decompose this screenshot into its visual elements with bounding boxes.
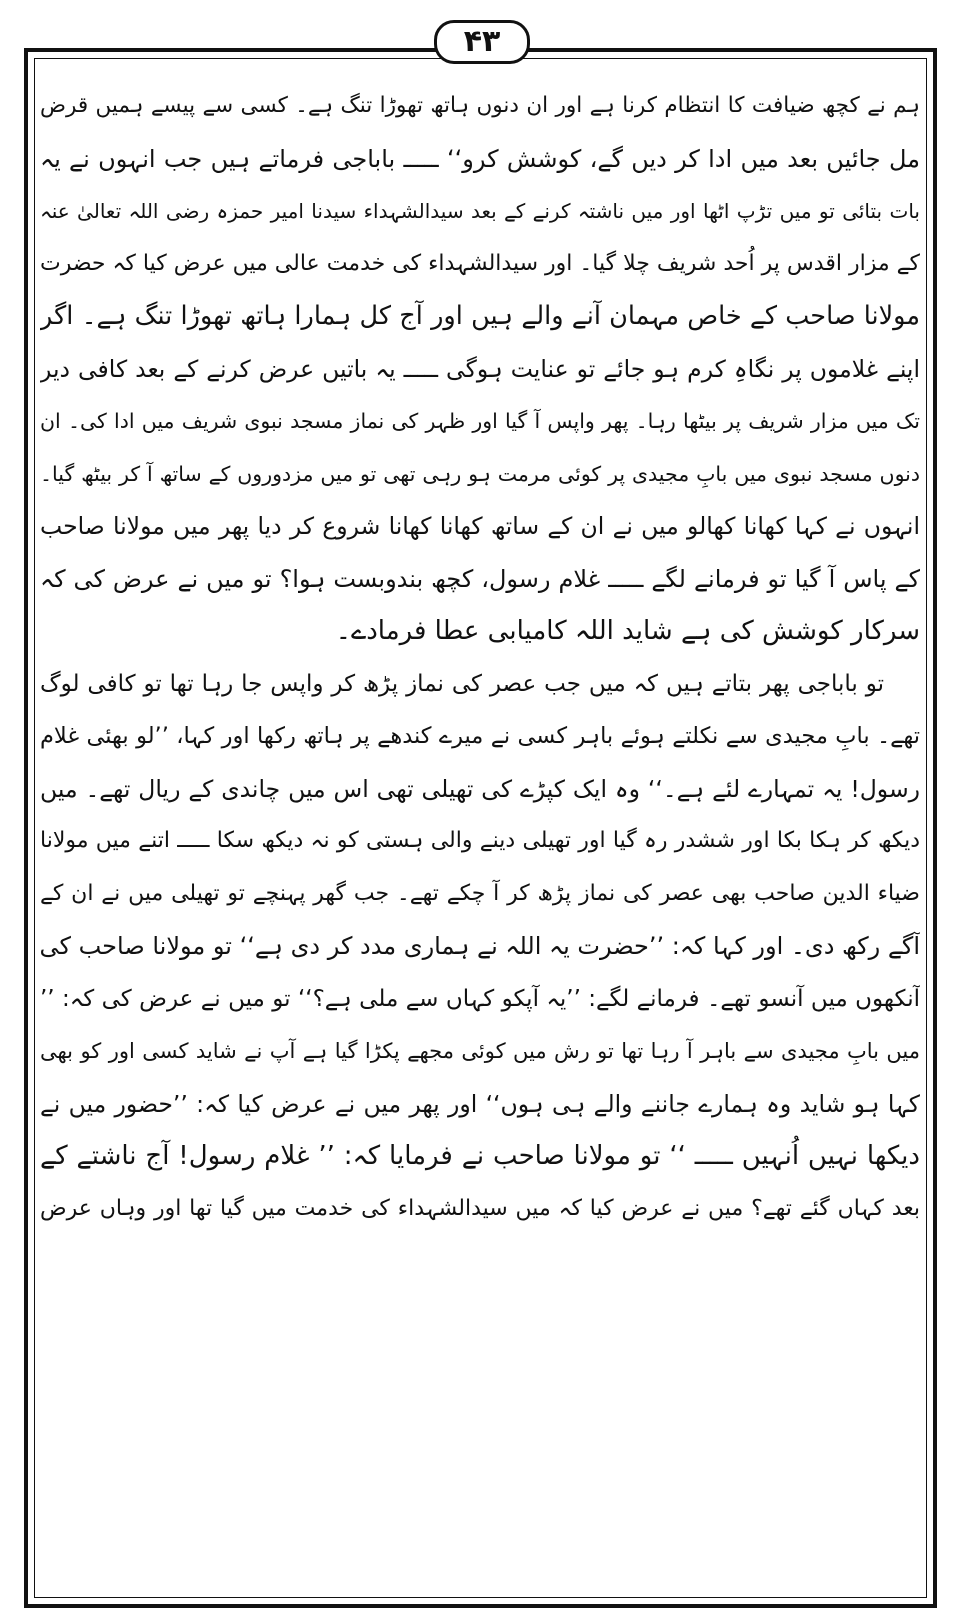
text-line: آگے رکھ دی۔ اور کہا کہ: ’’حضرت یہ اللہ نے ہماری مدد کر دی ہے‘‘ تو مولانا صاحب کی xyxy=(40,932,920,960)
text-line: سرکار کوشش کی ہے شاید اللہ کامیابی عطا فرمادے۔ xyxy=(335,616,920,646)
text-line: تک میں مزار شریف پر بیٹھا رہا۔ پھر واپس آ گیا اور ظہر کی نماز مسجد نبوی شریف میں ادا کی۔ ان xyxy=(40,409,920,433)
text-line: دیکھا نہیں اُنہیں ـــــ ‘‘ تو مولانا صاحب نے فرمایا کہ: ’’ غلام رسول! آج ناشتے کے xyxy=(40,1141,920,1171)
text-line: کے پاس آ گیا تو فرمانے لگے ـــــ غلام رسول، کچھ بندوبست ہوا؟ تو میں نے عرض کی کہ xyxy=(40,564,920,593)
text-line: انہوں نے کہا کھانا کھالو میں نے ان کے ساتھ کھانا کھانا شروع کر دیا پھر میں مولانا صاحب xyxy=(40,512,920,540)
text-line: تو باباجی پھر بتاتے ہیں کہ میں جب عصر کی نماز پڑھ کر واپس جا رہا تھا تو کافی لوگ xyxy=(40,670,884,697)
text-line: اپنے غلاموں پر نگاہِ کرم ہو جائے تو عنایت ہوگی ـــــ یہ باتیں عرض کرنے کے بعد کافی دیر xyxy=(40,354,920,383)
text-line: ضیاء الدین صاحب بھی عصر کی نماز پڑھ کر آ چکے تھے۔ جب گھر پہنچے تو تھیلی میں نے ان کے xyxy=(40,880,920,906)
text-body xyxy=(40,80,920,1235)
text-line: دیکھ کر ہکا بکا اور ششدر رہ گیا اور تھیلی دینے والی ہستی کو نہ دیکھ سکا ـــــ اتنے میں مولانا xyxy=(40,828,920,853)
text-line: بعد کہاں گئے تھے؟ میں نے عرض کیا کہ میں سیدالشہداء کی خدمت میں گیا تھا اور وہاں عرض xyxy=(40,1195,920,1221)
text-line: کہا ہو شاید وہ ہمارے جاننے والے ہی ہوں‘‘ اور پھر میں نے عرض کیا کہ: ’’حضور میں نے xyxy=(40,1089,920,1118)
text-line: ہم نے کچھ ضیافت کا انتظام کرنا ہے اور ان دنوں ہاتھ تھوڑا تنگ ہے۔ کسی سے پیسے ہمیں قرض xyxy=(40,93,920,118)
text-line: مل جائیں بعد میں ادا کر دیں گے، کوشش کرو‘‘ ـــــ باباجی فرماتے ہیں جب انہوں نے یہ xyxy=(40,144,920,173)
text-line: دنوں مسجد نبوی میں بابِ مجیدی پر کوئی مرمت ہو رہی تھی تو میں مزدوروں کے ساتھ آ کر بیٹھ گیا۔ xyxy=(40,461,920,486)
text-line: آنکھوں میں آنسو تھے۔ فرمانے لگے: ’’یہ آپکو کہاں سے ملی ہے؟‘‘ تو میں نے عرض کی کہ: ’’ xyxy=(40,985,920,1012)
text-line: بات بتائی تو میں تڑپ اٹھا اور میں ناشتہ کرنے کے بعد سیدالشہداء سیدنا امیر حمزہ رضی اللہ تعالیٰ عنہ xyxy=(40,199,920,223)
text-line: کے مزار اقدس پر اُحد شریف چلا گیا۔ اور سیدالشہداء کی خدمت عالی میں عرض کیا کہ حضرت xyxy=(40,250,920,276)
text-line: مولانا صاحب کے خاص مہمان آنے والے ہیں اور آج کل ہمارا ہاتھ تھوڑا تنگ ہے۔ اگر xyxy=(40,301,920,331)
page-number: ۴۳ xyxy=(434,20,530,64)
text-line: تھے۔ بابِ مجیدی سے نکلتے ہوئے باہر کسی نے میرے کندھے پر ہاتھ رکھا اور کہا، ’’لو بھئی غلام xyxy=(40,723,920,749)
text-line: میں بابِ مجیدی سے باہر آ رہا تھا تو رش میں کوئی مجھے پکڑا گیا ہے آپ نے شاید کسی اور کو بھی xyxy=(40,1039,920,1063)
text-line: رسول! یہ تمہارے لئے ہے۔‘‘ وہ ایک کپڑے کی تھیلی تھی اس میں چاندی کے ریال تھے۔ میں xyxy=(40,774,920,803)
